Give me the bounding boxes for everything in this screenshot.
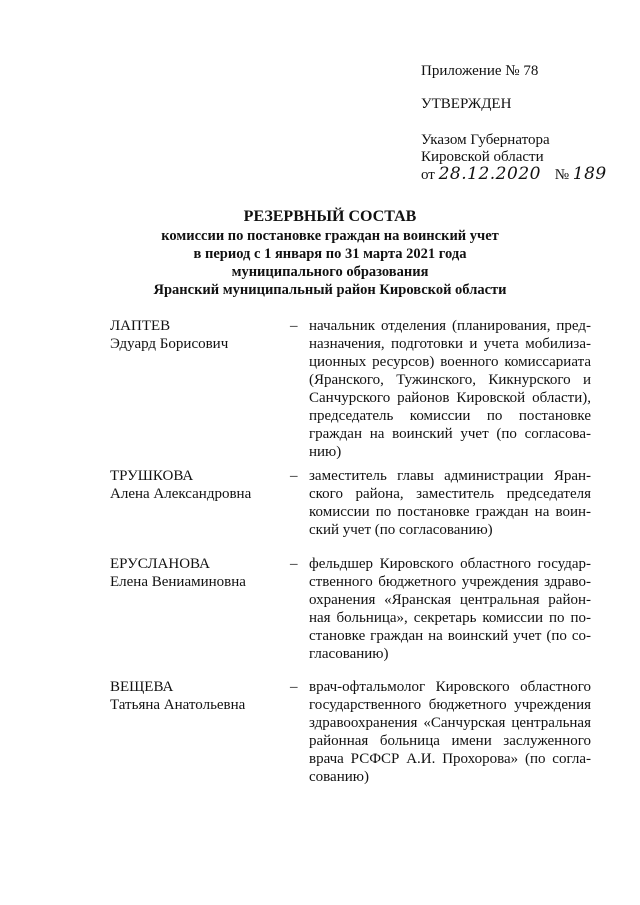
role-line: государственного бюджетного учреждения: [309, 697, 591, 713]
title-line-5: Яранский муниципальный район Кировской области: [153, 282, 507, 298]
role-line: сованию): [309, 769, 369, 785]
title-line-2: комиссии по постановке граждан на воинский учет: [161, 228, 499, 244]
date-prefix: от: [421, 167, 435, 183]
member-surname: ЛАПТЕВ: [110, 318, 171, 334]
dash-separator: –: [290, 556, 298, 572]
member-given-name: Елена Вениаминовна: [110, 574, 246, 590]
decree-line-2: Кировской области: [421, 149, 544, 165]
role-line: комиссии по постановке граждан на воин-: [309, 504, 591, 520]
role-line: охранения «Яранская центральная район-: [309, 592, 591, 608]
member-given-name: Татьяна Анатольевна: [110, 697, 246, 713]
member-given-name: Алена Александровна: [110, 486, 252, 502]
role-line: врача РСФСР А.И. Прохорова» (по согла-: [309, 751, 591, 767]
member-role: [309, 555, 591, 663]
member-role: [309, 678, 591, 786]
handwritten-date: 28.12.2020: [438, 164, 541, 184]
role-line: гласованию): [309, 646, 389, 662]
member-name: [110, 555, 285, 591]
member-surname: ТРУШКОВА: [110, 468, 194, 484]
dash-separator: –: [290, 468, 298, 484]
title-line-4: муниципального образования: [231, 264, 429, 280]
member-name: [110, 317, 285, 353]
role-line: председатель комиссии по постановке: [309, 408, 591, 424]
role-line: ственного бюджетного учреждения здраво-: [309, 574, 591, 590]
role-line: назначения, подготовки и учета мобилиза-: [309, 336, 591, 352]
role-line: здравоохранения «Санчурская центральная: [309, 715, 591, 731]
member-surname: ВЕЩЕВА: [110, 679, 174, 695]
role-line: начальник отделения (планирования, пред-: [309, 318, 591, 334]
decree-date-number: [421, 165, 607, 184]
dash-separator: –: [290, 679, 298, 695]
number-label: №: [554, 167, 570, 183]
role-line: (Яранского, Тужинского, Кикнурского и: [309, 372, 591, 388]
handwritten-number: 189: [572, 164, 607, 184]
decree-line-1: Указом Губернатора: [421, 132, 550, 148]
role-line: районная больница имени заслуженного: [309, 733, 591, 749]
member-name: [110, 678, 285, 714]
title-heading: РЕЗЕРВНЫЙ СОСТАВ: [243, 208, 417, 225]
role-line: Санчурского районов Кировской области),: [309, 390, 591, 406]
role-line: ная больница», секретарь комиссии по по-: [309, 610, 591, 626]
member-surname: ЕРУСЛАНОВА: [110, 556, 210, 572]
role-line: ционных ресурсов) военного комиссариата: [309, 354, 591, 370]
approved-label: УТВЕРЖДЕН: [421, 96, 512, 112]
role-line: фельдшер Кировского областного государ-: [309, 556, 591, 572]
member-role: [309, 317, 591, 461]
title-line-3: в период с 1 января по 31 марта 2021 года: [193, 246, 467, 262]
member-role: [309, 467, 591, 539]
member-given-name: Эдуард Борисович: [110, 336, 229, 352]
role-line: нию): [309, 444, 342, 460]
dash-separator: –: [290, 318, 298, 334]
role-line: заместитель главы администрации Яран-: [309, 468, 591, 484]
document-title: [100, 207, 560, 299]
role-line: ского района, заместитель председателя: [309, 486, 591, 502]
member-name: [110, 467, 285, 503]
attachment-number: Приложение № 78: [421, 63, 539, 79]
role-line: граждан на воинский учет (по согласова-: [309, 426, 591, 442]
role-line: становке граждан на воинский учет (по со-: [309, 628, 591, 644]
role-line: врач-офтальмолог Кировского областного: [309, 679, 591, 695]
role-line: ский учет (по согласованию): [309, 522, 493, 538]
